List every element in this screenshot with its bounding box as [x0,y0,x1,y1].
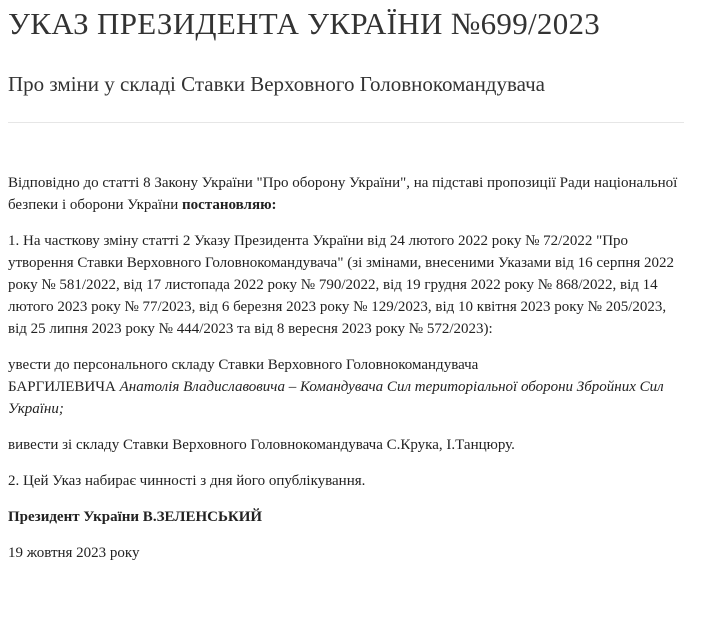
decree-subtitle: Про зміни у складі Ставки Верховного Головнокомандувача [8,72,545,96]
item-1-paragraph: 1. На часткову зміну статті 2 Указу Президента України від 24 лютого 2022 року № 72/2022 "Про утворення Ставки Верховного Головнокомандувача" (зі змінами, внесеними Указами від 16 серпня 2022 року № 581/2022, від 17 листопада 2022 року № 790/2022, від 19 грудня 2022 року № 868/2022, від 14 лютого 2023 року № 77/2023, від 6 березня 2023 року № 129/2023, від 10 квітня 2023 року № 205/2023, від 25 липня 2023 року № 444/2023 та від 8 вересня 2023 року № 572/2023): [8,233,675,337]
include-paragraph [8,354,684,420]
decree-title: УКАЗ ПРЕЗИДЕНТА УКРАЇНИ №699/2023 [8,6,601,41]
remove-paragraph: вивести зі складу Ставки Верховного Головнокомандувача С.Крука, І.Танцюру. [8,437,515,453]
preamble-text: Відповідно до статті 8 Закону України "Про оборону України", на підставі пропозиції Ради національної безпеки і оборони України [8,175,678,213]
item-2-paragraph: 2. Цей Указ набирає чинності з дня його опублікування. [8,473,366,489]
divider [8,122,684,123]
include-intro: увести до персонального складу Ставки Верховного Головнокомандувача [8,357,479,373]
signature: Президент України В.ЗЕЛЕНСЬКИЙ [8,509,263,525]
appointee-name-position: Анатолія Владиславовича – Командувача Сил територіальної оборони Збройних Сил України; [8,379,664,417]
decision-word: постановляю: [182,197,277,213]
appointee-surname: БАРГИЛЕВИЧА [8,379,116,395]
preamble-paragraph [8,172,684,216]
decree-body [8,172,684,564]
decree-date: 19 жовтня 2023 року [8,545,140,561]
decree-page [8,0,684,578]
